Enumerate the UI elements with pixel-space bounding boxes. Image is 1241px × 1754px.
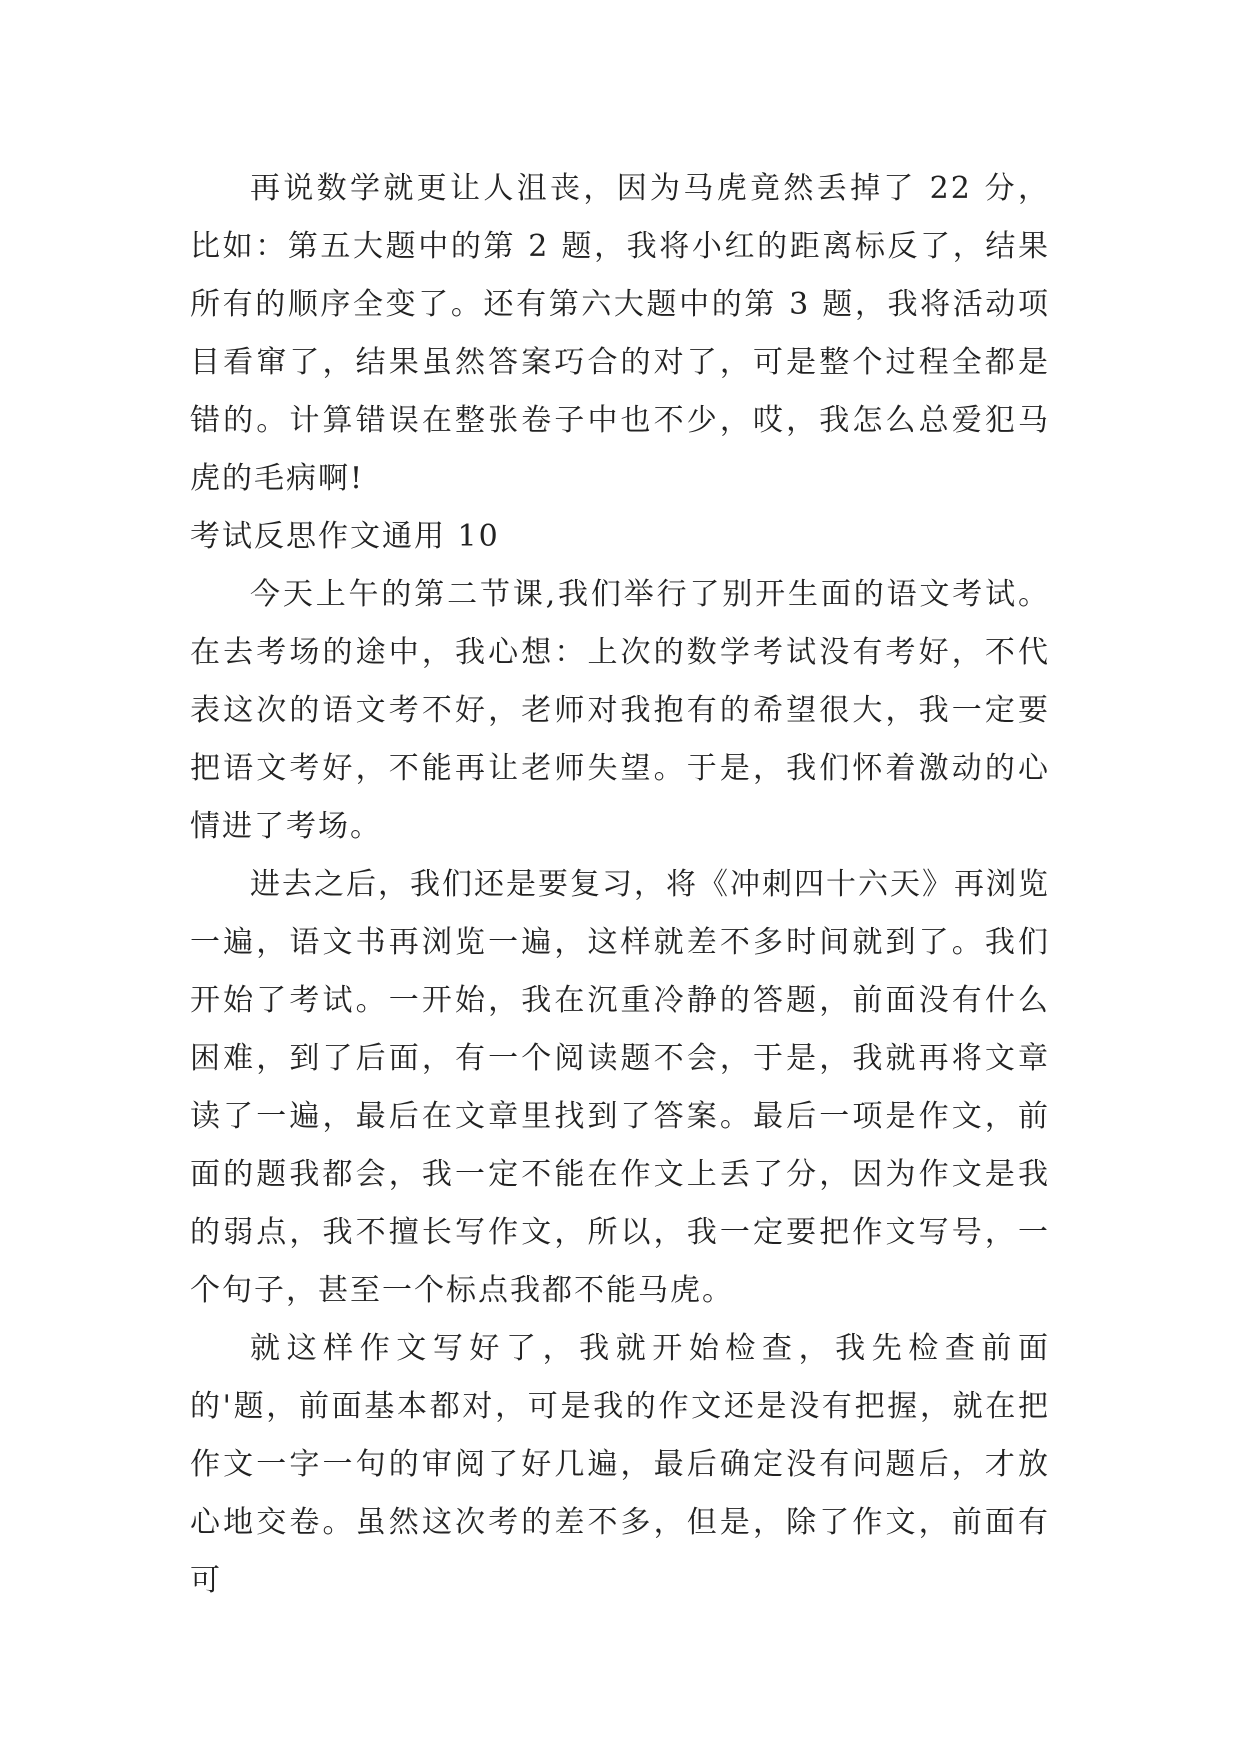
paragraph-exam-process: 进去之后，我们还是要复习，将《冲刺四十六天》再浏览一遍，语文书再浏览一遍，这样就差不多时间就到了。我们开始了考试。一开始，我在沉重冷静的答题，前面没有什么困难，到了后面，有一个阅读题不会，于是，我就再将文章读了一遍，最后在文章里找到了答案。最后一项是作文，前面的题我都会，我一定不能在作文上丢了分，因为作文是我的弱点，我不擅长写作文，所以，我一定要把作文写号，一个句子，甚至一个标点我都不能马虎。 (190, 867, 1050, 1308)
paragraph-checking: 就这样作文写好了，我就开始检查，我先检查前面的'题，前面基本都对，可是我的作文还是没有把握，就在把作文一字一句的审阅了好几遍，最后确定没有问题后，才放心地交卷。虽然这次考的差不多，但是，除了作文，前面有可 (190, 1331, 1050, 1598)
paragraph-math-mistakes: 再说数学就更让人沮丧，因为马虎竟然丢掉了 22 分，比如：第五大题中的第 2 题，我将小红的距离标反了，结果所有的顺序全变了。还有第六大题中的第 3 题，我将活动项目看窜了，结果虽然答案巧合的对了，可是整个过程全都是错的。计算错误在整张卷子中也不少，哎，我怎么总爱犯马虎的毛病啊! (190, 171, 1050, 496)
document-body (190, 160, 1050, 1610)
paragraph-chinese-exam: 今天上午的第二节课,我们举行了别开生面的语文考试。在去考场的途中，我心想：上次的数学考试没有考好，不代表这次的语文考不好，老师对我抱有的希望很大，我一定要把语文考好，不能再让老师失望。于是，我们怀着激动的心情进了考场。 (190, 577, 1050, 844)
section-heading: 考试反思作文通用 10 (190, 519, 500, 554)
